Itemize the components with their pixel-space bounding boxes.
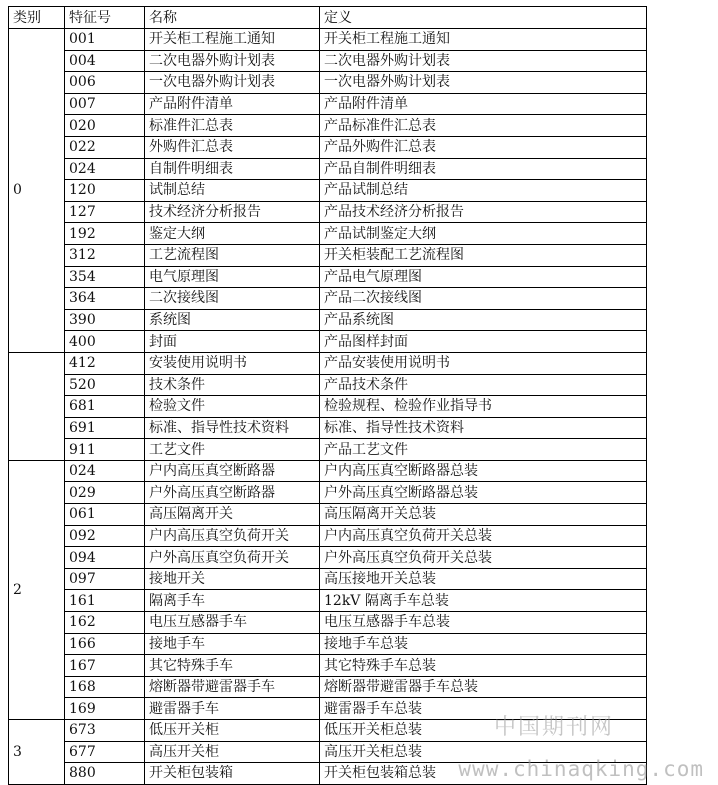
watermark-text: 中国期刊网 [493,715,614,740]
definition-cell: 12kV 隔离手车总装 [320,590,647,612]
name-cell: 接地开关 [145,568,320,590]
table-row [9,568,647,590]
table-row [9,136,647,158]
definition-cell: 产品工艺文件 [320,439,647,461]
name-cell: 接地手车 [145,633,320,655]
feature-code-cell: 192 [65,223,145,245]
feature-code-cell: 677 [65,741,145,763]
feature-code-cell: 400 [65,331,145,353]
definition-cell: 户内高压真空负荷开关总装 [320,525,647,547]
table-row [9,482,647,504]
feature-code-cell: 880 [65,763,145,785]
table-row [9,266,647,288]
definition-cell: 产品技术条件 [320,374,647,396]
watermark-url: www.chinaqking.com [458,757,704,781]
table-row [9,352,647,374]
table-row [9,374,647,396]
table-row [9,655,647,677]
definition-cell: 高压开关柜总装 [320,741,647,763]
name-cell: 电气原理图 [145,266,320,288]
feature-code-cell: 911 [65,439,145,461]
table-body [9,29,647,785]
table-row [9,633,647,655]
table-row [9,504,647,526]
definition-cell: 二次电器外购计划表 [320,50,647,72]
feature-code-cell: 520 [65,374,145,396]
definition-cell: 产品图样封面 [320,331,647,353]
feature-code-cell: 127 [65,201,145,223]
feature-code-cell: 022 [65,136,145,158]
table-row [9,223,647,245]
name-cell: 低压开关柜 [145,720,320,742]
definition-cell: 开关柜装配工艺流程图 [320,244,647,266]
name-cell: 鉴定大纲 [145,223,320,245]
table-row [9,590,647,612]
definition-cell: 产品试制鉴定大纲 [320,223,647,245]
definition-cell: 检验规程、检验作业指导书 [320,396,647,418]
name-cell: 二次接线图 [145,288,320,310]
feature-code-cell: 161 [65,590,145,612]
feature-code-cell: 166 [65,633,145,655]
definition-cell: 产品技术经济分析报告 [320,201,647,223]
name-cell: 工艺文件 [145,439,320,461]
definition-cell: 产品安装使用说明书 [320,352,647,374]
table-row [9,439,647,461]
feature-code-cell: 364 [65,288,145,310]
name-cell: 产品附件清单 [145,93,320,115]
feature-code-cell: 691 [65,417,145,439]
name-cell: 自制件明细表 [145,158,320,180]
table-row [9,417,647,439]
name-cell: 技术经济分析报告 [145,201,320,223]
definition-cell: 高压隔离开关总装 [320,504,647,526]
name-cell: 户内高压真空断路器 [145,460,320,482]
table-row [9,525,647,547]
table-row [9,158,647,180]
feature-code-cell: 681 [65,396,145,418]
feature-code-cell: 024 [65,460,145,482]
name-cell: 试制总结 [145,180,320,202]
name-cell: 户外高压真空断路器 [145,482,320,504]
name-cell: 安装使用说明书 [145,352,320,374]
definition-cell: 避雷器手车总装 [320,698,647,720]
table-row [9,460,647,482]
name-cell: 户内高压真空负荷开关 [145,525,320,547]
table-row [9,50,647,72]
name-cell: 高压开关柜 [145,741,320,763]
definition-cell: 产品自制件明细表 [320,158,647,180]
name-cell: 开关柜包装箱 [145,763,320,785]
definition-cell: 一次电器外购计划表 [320,72,647,94]
feature-code-table [8,6,647,785]
table-row [9,396,647,418]
table-row [9,244,647,266]
definition-cell: 标准、指导性技术资料 [320,417,647,439]
definition-cell: 产品附件清单 [320,93,647,115]
definition-cell: 其它特殊手车总装 [320,655,647,677]
header-category: 类别 [9,7,65,29]
name-cell: 一次电器外购计划表 [145,72,320,94]
table-row [9,288,647,310]
table-row [9,93,647,115]
table-row [9,115,647,137]
name-cell: 隔离手车 [145,590,320,612]
definition-cell: 产品标准件汇总表 [320,115,647,137]
name-cell: 熔断器带避雷器手车 [145,676,320,698]
definition-cell: 产品试制总结 [320,180,647,202]
category-cell: 0 [9,29,65,353]
feature-code-cell: 097 [65,568,145,590]
name-cell: 其它特殊手车 [145,655,320,677]
definition-cell: 产品电气原理图 [320,266,647,288]
feature-code-cell: 001 [65,29,145,51]
feature-code-cell: 006 [65,72,145,94]
name-cell: 外购件汇总表 [145,136,320,158]
name-cell: 标准件汇总表 [145,115,320,137]
table-row [9,180,647,202]
name-cell: 二次电器外购计划表 [145,50,320,72]
table-row [9,72,647,94]
table-row [9,547,647,569]
table-row [9,29,647,51]
name-cell: 标准、指导性技术资料 [145,417,320,439]
definition-cell: 户内高压真空断路器总装 [320,460,647,482]
definition-cell: 产品二次接线图 [320,288,647,310]
name-cell: 系统图 [145,309,320,331]
table-row [9,331,647,353]
document-page [8,6,647,785]
name-cell: 开关柜工程施工通知 [145,29,320,51]
name-cell: 封面 [145,331,320,353]
name-cell: 技术条件 [145,374,320,396]
definition-cell: 电压互感器手车总装 [320,612,647,634]
feature-code-cell: 004 [65,50,145,72]
category-cell [9,352,65,460]
table-row [9,309,647,331]
table-row [9,612,647,634]
category-cell: 2 [9,460,65,719]
category-cell: 3 [9,720,65,785]
feature-code-cell: 673 [65,720,145,742]
feature-code-cell: 312 [65,244,145,266]
feature-code-cell: 412 [65,352,145,374]
name-cell: 检验文件 [145,396,320,418]
feature-code-cell: 092 [65,525,145,547]
feature-code-cell: 354 [65,266,145,288]
name-cell: 户外高压真空负荷开关 [145,547,320,569]
definition-cell: 户外高压真空负荷开关总装 [320,547,647,569]
feature-code-cell: 168 [65,676,145,698]
header-name: 名称 [145,7,320,29]
name-cell: 电压互感器手车 [145,612,320,634]
table-row [9,201,647,223]
definition-cell: 产品外购件汇总表 [320,136,647,158]
feature-code-cell: 390 [65,309,145,331]
feature-code-cell: 169 [65,698,145,720]
header-definition: 定义 [320,7,647,29]
header-feature-code: 特征号 [65,7,145,29]
definition-cell: 高压接地开关总装 [320,568,647,590]
name-cell: 避雷器手车 [145,698,320,720]
feature-code-cell: 162 [65,612,145,634]
definition-cell: 接地手车总装 [320,633,647,655]
feature-code-cell: 024 [65,158,145,180]
definition-cell: 低压开关柜总装 [320,720,647,742]
feature-code-cell: 061 [65,504,145,526]
feature-code-cell: 120 [65,180,145,202]
definition-cell: 熔断器带避雷器手车总装 [320,676,647,698]
feature-code-cell: 167 [65,655,145,677]
definition-cell: 户外高压真空断路器总装 [320,482,647,504]
definition-cell: 产品系统图 [320,309,647,331]
feature-code-cell: 094 [65,547,145,569]
feature-code-cell: 029 [65,482,145,504]
table-header-row [9,7,647,29]
definition-cell: 开关柜包装箱总装 [320,763,647,785]
definition-cell: 开关柜工程施工通知 [320,29,647,51]
name-cell: 高压隔离开关 [145,504,320,526]
name-cell: 工艺流程图 [145,244,320,266]
feature-code-cell: 020 [65,115,145,137]
table-row [9,676,647,698]
feature-code-cell: 007 [65,93,145,115]
